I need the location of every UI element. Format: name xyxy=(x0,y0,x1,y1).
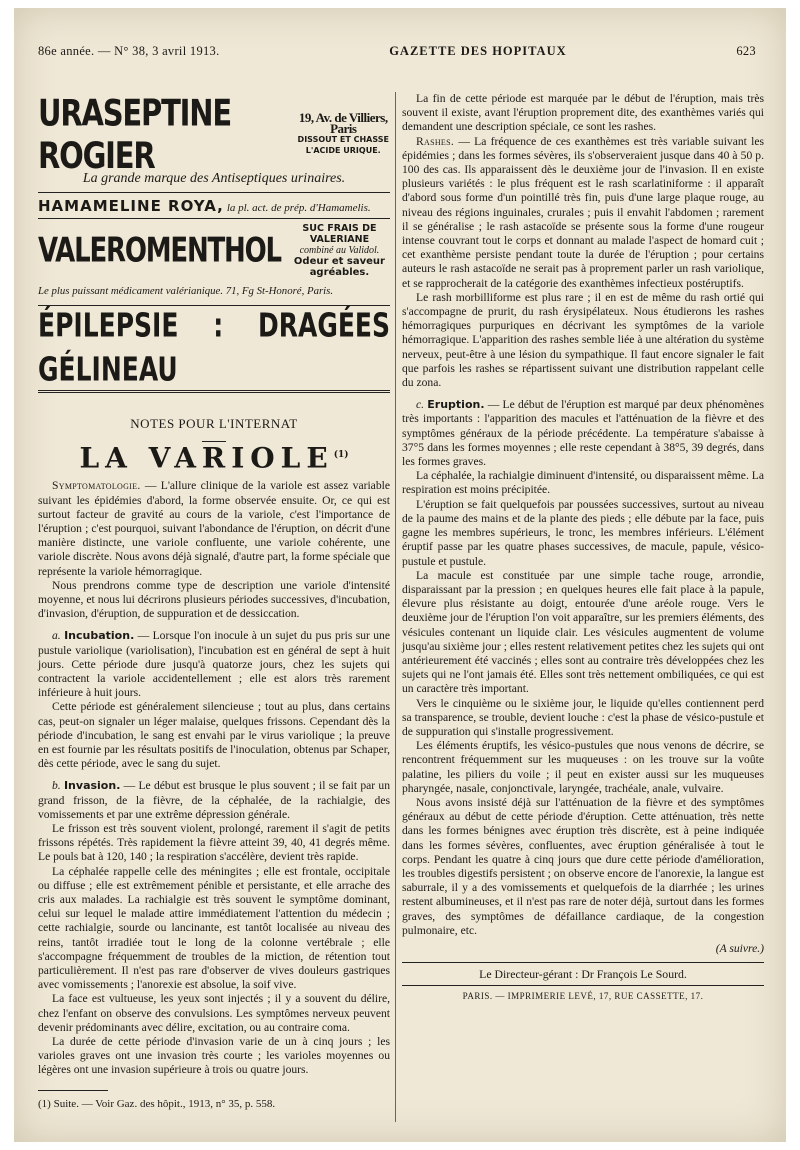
paragraph-eruption xyxy=(402,398,764,469)
ad-valeromenthol-line3: Odeur et saveur agréables. xyxy=(293,256,385,279)
footnote: (1) Suite. — Voir Gaz. des hôpit., 1913, n° 35, p. 558. xyxy=(38,1097,276,1110)
label-incubation: Incubation. xyxy=(64,629,135,643)
letter-c: c. xyxy=(416,398,425,412)
paragraph-invasion-4: La face est vultueuse, les yeux sont injectés ; il y a souvent du délire, chez l'enfant on observe des convulsions. Les symptômes nerveux peuvent devenir prédominants avec délire, excitation, ou au contraire coma. xyxy=(38,992,390,1034)
paragraph-eruption-4: La macule est constituée par une simple tache rouge, arrondie, disparaissant par la pression ; en quelques heures elle fait place à la papule, élevure plus résistante au doigt, entourée d'une aréole rouge. Vers le deuxième jour de l'éruption l'on voit apparaître, sur les premiers éléments, des vésicules contenant un liquide clair. Les vésicules augmentent de volume jusqu'au sixième jour ; elles restent relativement petites chez les sujets qui ont antérieurement été vaccinés ; elles sont au contraire très développées chez les sujets qui ne l'ont jamais été. Elles sont très nettement ombiliquées, ce qui est un caractère très important. xyxy=(402,568,764,696)
ad-desc-hamameline: la pl. act. de prép. d'Hamamelis. xyxy=(226,202,371,215)
paragraph-rashes-2: Le rash morbilliforme est plus rare ; il en est de même du rash ortié qui s'accompagne de prurit, du rash érysipélateux. Nous étudierons les rashes hémorragiques purpuriques en décrivant les symptômes de la variole hémorragique. L'apparition des rashes semble liée à une altération du système nerveux, peut-être à une lésion du sympathique. Il faut encore signaler le fait que parfois les rashes se répartissent suivant une distribution rappelant celle du zona. xyxy=(402,290,764,390)
text-rashes: — La fréquence de ces exanthèmes est très variable suivant les épidémies ; dans les formes sévères, ils s'observeraient jusque dans 40 à 50 p. 100 des cas. Ils apparaissent dès le deuxième jour de l'invasion. Il en existe plusieurs variétés : le plus fréquent est le rash scarlatiniforme : il apparaît d'abord sous forme d'un pointillé très fin, puis d'une large plaque rouge, au niveau des régions inguinales, crurales ; puis il envahit l'abdomen ; rarement il se généralise ; le rash astacoïde se présente sous la forme d'une rougeur intense couvrant tout le corps et donnant au malade l'aspect de homard cuit ; cet exanthème persiste pendant toute la durée de l'éruption ; pour certains auteurs le rash astacoïde ne serait pas à proprement parler un rash variolique, et se rapprocherait de la catégorie des exanthèmes infectieux postéruptifs. xyxy=(402,134,764,290)
paragraph-eruption-6: Les éléments éruptifs, les vésico-pustules que nous venons de décrire, se rencontrent fréquemment sur les muqueuses : on les trouve sur la voûte palatine, les piliers du voile ; il peut en exister aussi sur les muqueuses pharyngée, nasale, conjonctivale, laryngée, trachéale, anale, vulvaire. xyxy=(402,739,764,795)
ad-brand-valeromenthol: VALEROMENTHOL xyxy=(38,231,281,271)
ad-uraseptine xyxy=(38,91,390,193)
paragraph-incubation-2: Cette période est généralement silencieuse ; tout au plus, dans certains cas, peut-on signaler un léger malaise, quelques frissons. Cependant dès la période d'incubation, le sang est envahi par le virus variolique ; la preuve en est fournie par les résultats positifs de l'inoculation, obtenus par Schaper, dès cette période, avec le sang du sujet. xyxy=(38,700,390,771)
article-title-text: LA VARIOLE xyxy=(79,441,334,475)
printer-line: PARIS. — IMPRIMERIE LEVÉ, 17, RUE CASSETTE, 17. xyxy=(402,985,764,1003)
ad-claim-1: DISSOUT ET CHASSE xyxy=(297,135,389,144)
paragraph-end-invasion: La fin de cette période est marquée par le début de l'éruption, mais très souvent il existe, avant l'éruption proprement dite, des exanthèmes variés qui demandent une description spéciale, ce sont les rashes. xyxy=(402,92,764,134)
label-symptomatologie: Symptomatologie. xyxy=(52,479,141,493)
letter-a: a. xyxy=(52,629,61,643)
paragraph-rashes xyxy=(402,135,764,291)
ad-tagline-uraseptine: La grande marque des Antiseptiques urinaires. xyxy=(82,171,346,186)
paragraph-invasion xyxy=(38,779,390,822)
ad-valeromenthol-line2: combiné au Validol. xyxy=(299,245,380,257)
paragraph-symptomatologie xyxy=(38,479,390,578)
footnote-divider xyxy=(38,1090,108,1091)
running-header xyxy=(38,44,756,59)
ad-hamameline xyxy=(38,193,390,219)
text-invasion-1: — Le début est brusque le plus souvent ; il se fait par un grand frisson, de la fièvre, de la céphalée, de la rachialgie, des vomissements et par une extrême dépression générale. xyxy=(38,779,391,821)
ad-brand-hamameline: HAMAMELINE ROYA, xyxy=(38,197,224,216)
label-rashes: Rashes. xyxy=(416,134,455,148)
journal-title: GAZETTE DES HOPITAUX xyxy=(389,44,567,58)
text-incubation-1: — Lorsque l'on inocule à un sujet du pus pris sur une pustule variolique (variolisation), l'incubation est en général de sept à huit jours. Cette période dure jusqu'à quatorze jours, chez les sujets qui contractent la variole accidentellement ; elle est alors très rarement inférieure à huit jours. xyxy=(38,629,390,700)
label-eruption: Eruption. xyxy=(427,398,485,412)
director-signature: Le Directeur-gérant : Dr François Le Sourd. xyxy=(402,962,764,981)
ad-claim-2: L'ACIDE URIQUE. xyxy=(305,146,381,155)
paragraph-eruption-5: Vers le cinquième ou le sixième jour, le liquide qu'elles contiennent perd sa transparence, se trouble, devient louche : c'est la phase de vésico-pustule et de suppuration qui s'installe progressivement. xyxy=(402,696,764,738)
letter-b: b. xyxy=(52,779,61,793)
article-title xyxy=(38,441,390,475)
ad-address-block xyxy=(297,112,390,156)
issue-info: 86e année. — N° 38, 3 avril 1913. xyxy=(38,44,220,58)
paragraph-invasion-5: La durée de cette période d'invasion varie de un à cinq jours ; les varioles graves ont une invasion très courte ; les varioles moyennes ou légères ont une invasion supérieure à trois ou quatre jours. xyxy=(38,1035,390,1077)
ad-tagline-valeromenthol: Le plus puissant médicament valérianique. 71, Fg St-Honoré, Paris. xyxy=(38,278,390,305)
title-footnote-ref: (1) xyxy=(333,449,349,460)
column-separator xyxy=(395,92,396,1122)
paragraph-invasion-3: La céphalée rappelle celle des méningites ; elle est frontale, occipitale ou diffuse ; elle est extrêmement pénible et persistante, et elle arrache des cris aux malades. La rachialgie est très souvent le symptôme dominant, celui sur lequel le malade attire immédiatement l'attention du médecin ; cette rachialgie, sourde ou lancinante, est tantôt localisée au niveau des reins, tantôt irradiée tout le long de la colonne vertébrale ; elle s'accompagne fréquemment de troubles de la miction, de rétention tout particulièrement. Il n'est pas rare d'observer de vives douleurs gastriques avec vomissements ; l'anorexie est absolue, la soif vive. xyxy=(38,864,390,992)
paragraph-eruption-3: L'éruption se fait quelquefois par poussées successives, surtout au niveau de la paume des mains et de la plante des pieds ; elle débute par la face, puis gagne les membres supérieurs, le tronc, les membres inférieurs. L'élément éruptif passe par les quatre phases successives, de macule, papule, vésico-pustule et pustule. xyxy=(402,497,764,568)
ad-valeromenthol-line1: SUC FRAIS DE VALERIANE xyxy=(302,223,377,246)
left-column xyxy=(38,91,391,1111)
paragraph-eruption-2: La céphalée, la rachialgie diminuent d'intensité, ou disparaissent même. La respiration est moins précipitée. xyxy=(402,469,764,497)
ad-brand-uraseptine: URASEPTINE ROGIER xyxy=(38,91,231,177)
ad-epilepsie xyxy=(38,306,390,393)
right-column xyxy=(402,92,764,1004)
ad-brand-epilepsie: ÉPILEPSIE : DRAGÉES GÉLINEAU xyxy=(38,306,390,388)
newspaper-page xyxy=(14,8,786,1142)
section-heading: NOTES POUR L'INTERNAT xyxy=(130,415,298,431)
paragraph-invasion-2: Le frisson est très souvent violent, prolongé, rarement il s'agit de petits frissons répétés. Très rapidement la fièvre atteint 39, 40, 41 degrés même. Le pouls bat à 120, 140 ; la respiration s'accélère, devient très rapide. xyxy=(38,822,390,864)
ad-valeromenthol xyxy=(38,219,390,305)
to-be-continued: (A suivre.) xyxy=(715,941,764,955)
text-eruption-1: — Le début de l'éruption est marqué par deux phénomènes très importants : l'apparition des macules et l'atténuation de la fièvre et des symptômes généraux de la période précédente. La température s'abaisse à 37°5 dans les formes moyennes ; elle reste cependant à 38°5, 39 degrés, dans les formes graves. xyxy=(402,398,764,469)
label-invasion: Invasion. xyxy=(63,779,121,793)
text-symptomatologie: — L'allure clinique de la variole est assez variable suivant les épidémies d'abord, la forme observée ensuite. Or, ce qui est surtout facteur de gravité au cours de la variole, c'est l'importance de l'éruption ; c'est pourquoi, suivant l'abondance de l'éruption, on décrit d'une manière distincte, une variole confluente, une variole cohérente, une variole discrète. Nous avons déjà signalé, d'autre part, la forme spéciale que représente la variole hémorragique. xyxy=(38,479,390,578)
paragraph-incubation xyxy=(38,629,390,700)
page-number: 623 xyxy=(736,44,756,58)
ad-address: 19, Av. de Villiers, Paris xyxy=(298,110,388,136)
paragraph-periods: Nous prendrons comme type de description une variole d'intensité moyenne, et nous lui décrirons plusieurs périodes successives, d'incubation, d'invasion, d'éruption, de suppuration et de dessiccation. xyxy=(38,578,390,621)
paragraph-eruption-7: Nous avons insisté déjà sur l'atténuation de la fièvre et des symptômes généraux au début de cette période d'éruption. Cette atténuation, très nette dans les formes bénignes avec éruption très discrète, est à peine indiquée dans les formes sévères, confluentes, avec éruption généralisée à tout le corps. Pendant les quatre à cinq jours que dure cette période d'amélioration, les troubles digestifs persistent ; on observe encore de l'anorexie, la langue est saburrale, il y a des vomissements et quelquefois de la diarrhée ; les urines restent albumineuses, et il n'est pas rare de noter déjà, surtout dans les formes graves, des symptômes de défaillance cardiaque, de la congestion pulmonaire, etc. xyxy=(402,795,764,937)
